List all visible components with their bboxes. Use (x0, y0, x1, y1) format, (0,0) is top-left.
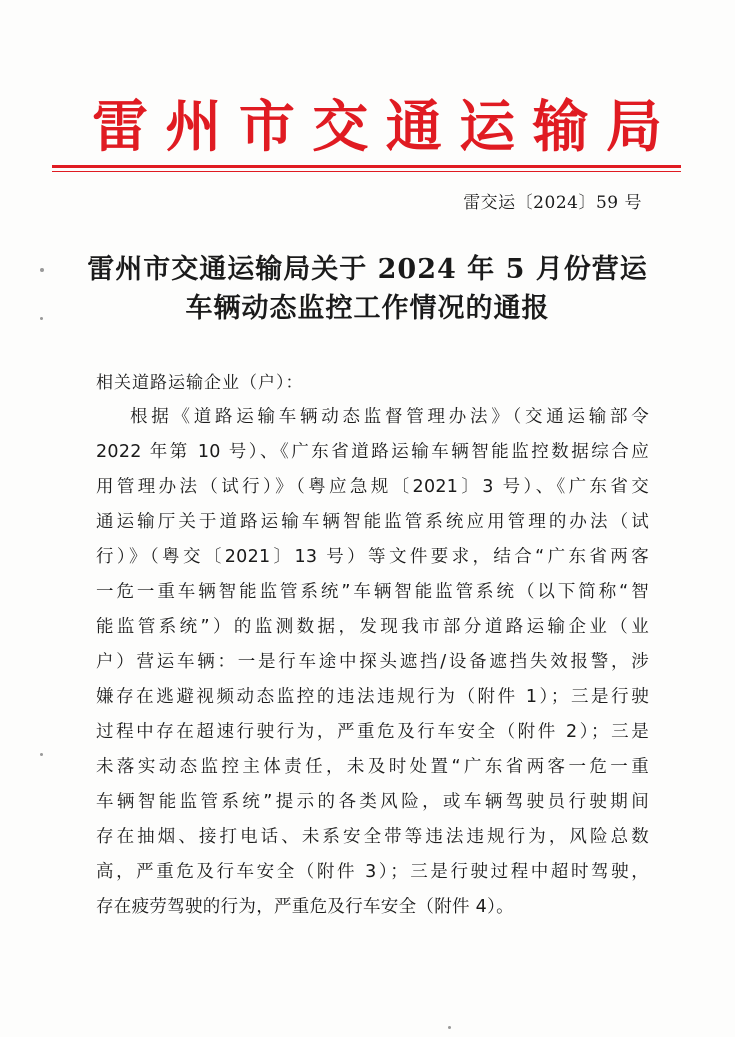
body-line: 存在抽烟、接打电话、未系安全带等违法违规行为，风险总数 (96, 827, 649, 847)
header-char: 市 (238, 94, 295, 160)
scan-speck (40, 268, 44, 272)
scan-speck (448, 1026, 451, 1029)
issuing-authority-header (92, 92, 662, 162)
scan-speck (40, 753, 43, 756)
header-char: 雷 (92, 94, 148, 160)
header-char: 运 (459, 94, 516, 160)
body-line: 通运输厅关于道路运输车辆智能监管系统应用管理的办法（试 (96, 512, 649, 532)
body-line: 一危一重车辆智能监管系统”车辆智能监管系统（以下简称“智 (96, 582, 649, 602)
body-line: 根据《道路运输车辆动态监督管理办法》（交通运输部令 (130, 407, 649, 427)
body-line: 未落实动态监控主体责任，未及时处置“广东省两客一危一重 (96, 757, 649, 777)
body-line: 存在疲劳驾驶的行为，严重危及行车安全（附件 4）。 (96, 897, 514, 917)
body-line: 车辆智能监管系统”提示的各类风险，或车辆驾驶员行驶期间 (96, 792, 649, 812)
body-line: 能监管系统”）的监测数据，发现我市部分道路运输企业（业 (96, 617, 649, 637)
document-title-line-1: 雷州市交通运输局关于 2024 年 5 月份营运 (87, 254, 648, 285)
body-line: 行）》（粤交〔2021〕13 号）等文件要求，结合“广东省两客 (96, 547, 649, 567)
salutation: 相关道路运输企业（户）： (96, 373, 304, 393)
header-char: 局 (605, 94, 662, 160)
header-divider-thick (52, 165, 681, 168)
header-divider-thin (52, 171, 681, 172)
body-line: 嫌存在逃避视频动态监控的违法违规行为（附件 1）；三是行驶 (96, 687, 649, 707)
document-number: 雷交运〔2024〕59 号 (463, 193, 642, 213)
header-char: 输 (532, 94, 589, 160)
header-char: 州 (165, 94, 222, 160)
document-title-line-2: 车辆动态监控工作情况的通报 (185, 293, 550, 324)
header-char: 交 (312, 94, 369, 160)
body-line: 户）营运车辆：一是行车途中探头遮挡/设备遮挡失效报警，涉 (96, 652, 649, 672)
body-line: 高，严重危及行车安全（附件 3）；三是行驶过程中超时驾驶， (96, 862, 649, 882)
body-line: 用管理办法（试行）》（粤应急规〔2021〕3 号）、《广东省交 (96, 477, 649, 497)
scan-speck (40, 317, 43, 320)
body-line: 2022 年第 10 号）、《广东省道路运输车辆智能监控数据综合应 (96, 442, 649, 462)
body-line: 过程中存在超速行驶行为，严重危及行车安全（附件 2）；三是 (96, 722, 649, 742)
header-char: 通 (385, 94, 442, 160)
